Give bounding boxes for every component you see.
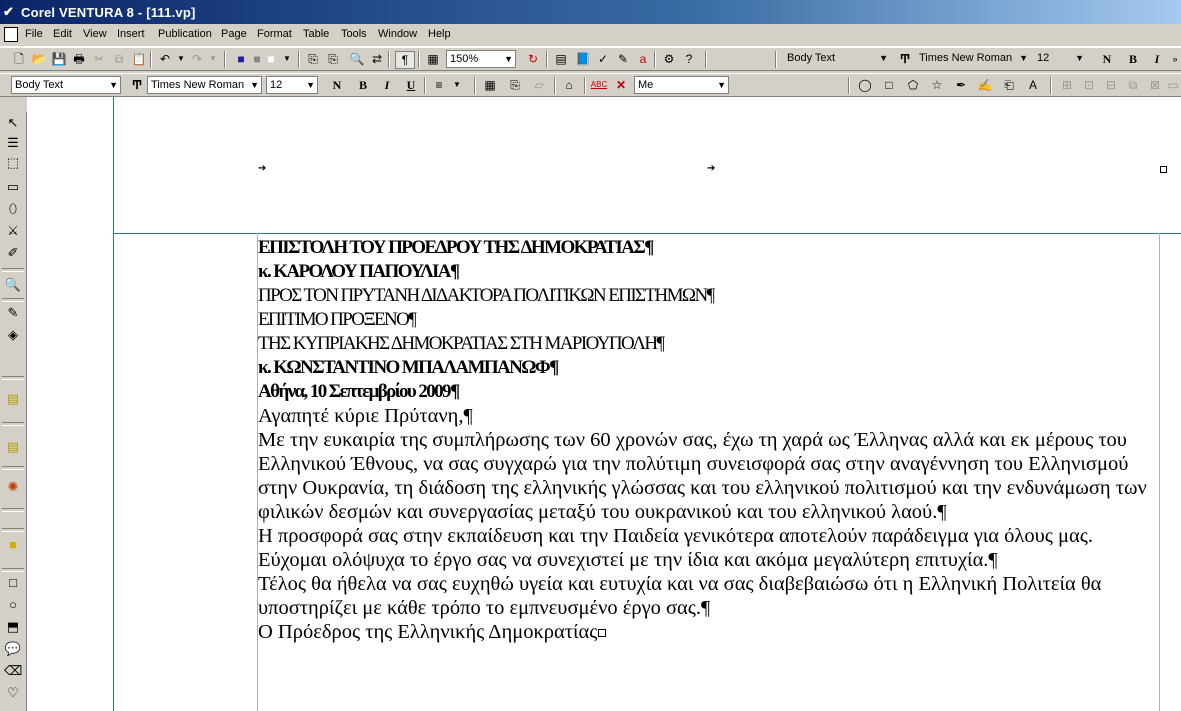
- ellipse-tool-icon[interactable]: ◯: [858, 78, 872, 92]
- refresh-icon[interactable]: ↻: [527, 52, 539, 66]
- break-apart-icon[interactable]: ▭: [1167, 78, 1179, 92]
- align-dropdown-icon[interactable]: ▼: [453, 80, 461, 89]
- menu-help[interactable]: Help: [428, 28, 451, 40]
- toolbox-separator: [2, 508, 24, 512]
- print-icon[interactable]: 🖶: [73, 52, 85, 66]
- italic-button[interactable]: I: [384, 78, 390, 92]
- toolbar-separator: [424, 77, 426, 94]
- fill-icon[interactable]: ◈: [8, 327, 18, 342]
- size-combo-value: 12: [270, 79, 283, 91]
- window-title: Corel VENTURA 8 - [111.vp]: [21, 5, 196, 20]
- toolbar-separator: [388, 51, 390, 68]
- toolbox-separator: [2, 268, 24, 272]
- toolbar-separator: [584, 77, 586, 94]
- ellipse-icon[interactable]: ⬯: [8, 201, 18, 216]
- artistic-text-icon[interactable]: A: [1028, 78, 1037, 92]
- toolbar-separator: [775, 51, 777, 68]
- heading-line: κ. ΚΑΡΟΛΟΥ ΠΑΠΟΥΛΙΑ¶: [258, 261, 459, 282]
- spell-check-icon[interactable]: ABC: [590, 80, 608, 89]
- font-combo-top-value: Times New Roman: [919, 52, 1013, 64]
- show-tabs-returns-button[interactable]: ¶: [395, 51, 415, 69]
- rectangle-tool-icon[interactable]: □: [885, 78, 893, 92]
- font-combo[interactable]: [147, 76, 262, 94]
- corel-app-icon[interactable]: ✔: [3, 4, 14, 19]
- date-line: Αθήνα, 10 Σεπτεμβρίου 2009¶: [258, 381, 459, 402]
- corel-launcher-icon[interactable]: ⚙: [663, 52, 675, 66]
- toolbar-separator: [1050, 77, 1052, 94]
- toolbox-separator: [2, 298, 24, 302]
- group-icon[interactable]: ⊡: [1083, 78, 1095, 92]
- toolbar-separator: [474, 77, 476, 94]
- heading-line: κ. ΚΩΝΣΤΑΝΤΙΝΟ ΜΠΑΛΑΜΠΑΝΩΦ¶: [258, 357, 558, 378]
- effects-icon[interactable]: ✺: [7, 479, 19, 494]
- signature-text: Ο Πρόεδρος της Ελληνικής Δημοκρατίας: [258, 621, 598, 643]
- outline-icon[interactable]: ✎: [7, 305, 19, 320]
- menu-table[interactable]: Table: [303, 28, 330, 40]
- menu-publication[interactable]: Publication: [158, 28, 212, 40]
- chevron-down-icon[interactable]: ▼: [250, 80, 259, 90]
- frame-text-tool-icon[interactable]: ⎗: [1004, 78, 1014, 92]
- chevron-down-icon[interactable]: ▼: [879, 53, 888, 63]
- italic-button-top[interactable]: I: [1154, 52, 1160, 66]
- heading-line: ΕΠΙΣΤΟΛΗ ΤΟΥ ΠΡΟΕΔΡΟΥ ΤΗΣ ΔΗΜΟΚΡΑΤΙΑΣ¶: [258, 237, 653, 258]
- text-page-icon[interactable]: ▤: [6, 439, 20, 454]
- menu-edit[interactable]: Edit: [53, 28, 72, 40]
- star-tool-icon[interactable]: ☆: [931, 78, 943, 92]
- toolbox: [0, 112, 27, 711]
- save-icon[interactable]: 💾: [51, 52, 67, 66]
- normal-button[interactable]: N: [332, 78, 342, 92]
- toolbar-separator: [150, 51, 152, 68]
- header-frame-border: [113, 233, 1181, 234]
- bold-button[interactable]: B: [358, 78, 367, 92]
- menu-tools[interactable]: Tools: [341, 28, 367, 40]
- knife-icon[interactable]: ⚔: [7, 223, 19, 238]
- delete-x-icon[interactable]: ✕: [615, 78, 627, 92]
- insert-frame-icon[interactable]: ⎘: [510, 78, 520, 92]
- font-combo-value: Times New Roman: [151, 79, 245, 91]
- open-folder-icon[interactable]: 📂: [31, 52, 47, 66]
- menu-format[interactable]: Format: [257, 28, 292, 40]
- zoom-combo[interactable]: [446, 50, 516, 68]
- menu-view[interactable]: View: [83, 28, 107, 40]
- style-combo-top[interactable]: [784, 50, 890, 68]
- ungroup-icon[interactable]: ⊟: [1105, 78, 1117, 92]
- zoom-value: 150%: [450, 53, 479, 65]
- toolbar-separator: [546, 51, 548, 68]
- new-document-icon[interactable]: 🗋: [14, 52, 24, 66]
- toolbar-separator: [848, 77, 850, 94]
- paint-icon[interactable]: ✐: [7, 245, 19, 260]
- freehand-tool-icon[interactable]: ✍: [977, 78, 993, 92]
- toolbar-separator: [654, 51, 656, 68]
- menu-bar: [0, 24, 1181, 47]
- undo-dropdown-icon[interactable]: ▼: [177, 54, 185, 63]
- table-icon[interactable]: ▦: [484, 78, 496, 92]
- toolbox-separator: [2, 528, 24, 532]
- color-dropdown-icon[interactable]: ▼: [283, 54, 291, 63]
- menu-page[interactable]: Page: [221, 28, 247, 40]
- cut-icon[interactable]: ✂: [93, 52, 105, 66]
- import-icon[interactable]: ⎘: [308, 52, 318, 66]
- rectangle-icon[interactable]: ▭: [6, 179, 20, 194]
- tag-icon[interactable]: ✎: [617, 52, 629, 66]
- speech-bubble-icon[interactable]: 💬: [4, 641, 22, 656]
- chevron-down-icon[interactable]: ▼: [306, 80, 315, 90]
- chevron-down-icon[interactable]: ▼: [717, 80, 726, 90]
- style-combo-top-value: Body Text: [787, 52, 836, 64]
- pasteboard: [27, 97, 113, 711]
- a-icon[interactable]: a: [639, 52, 647, 66]
- toolbar-separator: [705, 51, 707, 68]
- toolbar-separator: [224, 51, 226, 68]
- object-icon[interactable]: ■: [9, 537, 17, 552]
- align-left-icon[interactable]: ≡: [435, 78, 443, 92]
- page-icon[interactable]: ▤: [6, 391, 20, 406]
- document-icon[interactable]: [4, 27, 18, 42]
- book-icon[interactable]: 📘: [575, 52, 591, 66]
- toolbox-separator: [2, 568, 24, 572]
- heading-line: ΠΡΟΣ ΤΟΝ ΠΡΥΤΑΝΗ ΔΙΔΑΚΤΟΡΑ ΠΟΛΙΤΙΚΩΝ ΕΠΙΣΤΗΜΩΝ¶: [258, 285, 714, 306]
- copy-icon[interactable]: ⧉: [114, 52, 124, 66]
- undo-icon[interactable]: ↶: [159, 52, 171, 66]
- font-type-icon: Ͳ: [899, 52, 911, 66]
- standard-toolbar: [0, 47, 1181, 71]
- redo-dropdown-icon[interactable]: ▼: [209, 54, 217, 63]
- toolbox-separator: [2, 466, 24, 470]
- edit-frame-icon[interactable]: ▱: [534, 78, 544, 92]
- size-combo-top-value: 12: [1037, 52, 1050, 64]
- signature-line: [258, 620, 1158, 644]
- color-swatch-icon[interactable]: ■: [237, 52, 245, 66]
- paragraph-2: Η προσφορά σας στην εκπαίδευση και την Παιδεία γενικότερα αποτελούν παράδειγμα για όλους μας. Εύχομαι ολόψυχα το έργο σας να συνεχιστεί με την ίδια και ακόμα μεγαλύτερη επιτυχία.¶: [258, 525, 1093, 571]
- normal-button-top[interactable]: N: [1102, 52, 1112, 66]
- menu-file[interactable]: File: [25, 28, 43, 40]
- user-combo[interactable]: [634, 76, 729, 94]
- paste-icon[interactable]: 📋: [131, 52, 147, 66]
- bold-button-top[interactable]: B: [1128, 52, 1137, 66]
- chevron-down-icon[interactable]: ▼: [109, 80, 118, 90]
- eraser-icon[interactable]: ⌫: [4, 663, 23, 678]
- paragraph-3: Τέλος θα ήθελα να σας ευχηθώ υγεία και ευτυχία και να σας διαβεβαιώσω ότι η Ελληνική Πολιτεία θα υποστηρίζει με κάθε τρόπο το εμπνευσμένο έργο σας.¶: [258, 573, 1102, 619]
- zoom-icon[interactable]: 🔍: [4, 277, 22, 292]
- node-tool-icon[interactable]: ☰: [7, 135, 19, 150]
- style-combo-value: Body Text: [15, 79, 64, 91]
- help-pointer-icon[interactable]: ?: [685, 52, 693, 66]
- frame-handle-icon[interactable]: [1160, 166, 1167, 173]
- menu-insert[interactable]: Insert: [117, 28, 145, 40]
- text-frame-right-guide: [1159, 233, 1160, 711]
- toolbox-separator: [2, 376, 24, 380]
- size-combo-top[interactable]: [1034, 50, 1086, 68]
- frame-icon[interactable]: ▦: [427, 52, 439, 66]
- draw-ellipse-icon[interactable]: ○: [9, 597, 17, 612]
- document-text[interactable]: [258, 236, 1158, 644]
- greeting: Αγαπητέ κύριε Πρύτανη,¶: [258, 405, 473, 427]
- toolbar-separator: [298, 51, 300, 68]
- heading-line: ΤΗΣ ΚΥΠΡΙΑΚΗΣ ΔΗΜΟΚΡΑΤΙΑΣ ΣΤΗ ΜΑΡΙΟΥΠΟΛΗ¶: [258, 333, 664, 354]
- paragraph-1: Με την ευκαιρία της συμπλήρωσης των 60 χρονών σας, έχω τη χαρά ως Έλληνας αλλά και εκ μέρους του Ελληνικού Έθνους, να σας συγχαρώ για την πολύτιμη συνεισφορά σας στην αναγέννηση του Ελληνισμού στην Ουκρανία, τη διάδοση της ελληνικής γλώσσας και του ελληνικού πολιτισμού και την ενδυνάμωση των φιλικών δεσμών και συνεργασίας μεταξύ του ουκρανικού και του ελληνικού λαού.¶: [258, 429, 1147, 523]
- toolbar-separator: [418, 51, 420, 68]
- select-frame-icon[interactable]: ⬚: [6, 155, 20, 170]
- check-icon[interactable]: ✓: [597, 52, 609, 66]
- end-of-text-icon: [598, 629, 606, 637]
- size-combo[interactable]: [266, 76, 318, 94]
- pick-tool-icon[interactable]: ↖: [7, 115, 19, 130]
- heart-icon[interactable]: ♡: [7, 685, 19, 700]
- toolbar-separator: [554, 77, 556, 94]
- chevron-down-icon[interactable]: ▼: [1075, 53, 1084, 63]
- tab-marker-icon: ➔: [707, 163, 716, 174]
- text-toolbar: [0, 73, 1181, 97]
- draw-rect-icon[interactable]: □: [9, 575, 17, 590]
- chevron-down-icon[interactable]: ▼: [504, 54, 513, 64]
- redo-icon[interactable]: ↷: [191, 52, 203, 66]
- user-combo-value: Me: [638, 79, 654, 91]
- pen-tool-icon[interactable]: ✒: [955, 78, 967, 92]
- polygon-tool-icon[interactable]: ⬠: [907, 78, 919, 92]
- tab-marker-icon: ➔: [258, 163, 267, 174]
- chevron-right-icon[interactable]: »: [1172, 54, 1178, 64]
- replace-icon[interactable]: ⇄: [371, 52, 383, 66]
- title-bar: [0, 0, 1181, 24]
- style-combo[interactable]: [11, 76, 121, 94]
- page-layout-icon[interactable]: ▤: [555, 52, 567, 66]
- font-combo-top[interactable]: [916, 50, 1030, 68]
- combine-icon[interactable]: ⊠: [1149, 78, 1161, 92]
- order-icon[interactable]: ⧉: [1128, 78, 1138, 92]
- export-icon[interactable]: ⎘: [328, 52, 338, 66]
- menu-window[interactable]: Window: [378, 28, 418, 40]
- find-icon[interactable]: 🔍: [349, 52, 365, 66]
- font-type-icon: Ͳ: [131, 78, 143, 92]
- align-objects-icon[interactable]: ⊞: [1061, 78, 1073, 92]
- gray-swatch-icon[interactable]: ■: [253, 52, 261, 66]
- heading-line: ΕΠΙΤΙΜΟ ΠΡΟΞΕΝΟ¶: [258, 309, 416, 330]
- chevron-down-icon[interactable]: ▼: [1019, 53, 1028, 63]
- callout-icon[interactable]: ⬒: [6, 619, 20, 634]
- white-swatch-icon[interactable]: ■: [267, 52, 275, 66]
- underline-button[interactable]: U: [406, 78, 416, 92]
- bookmark-icon[interactable]: ⌂: [565, 78, 573, 92]
- toolbox-separator: [2, 422, 24, 426]
